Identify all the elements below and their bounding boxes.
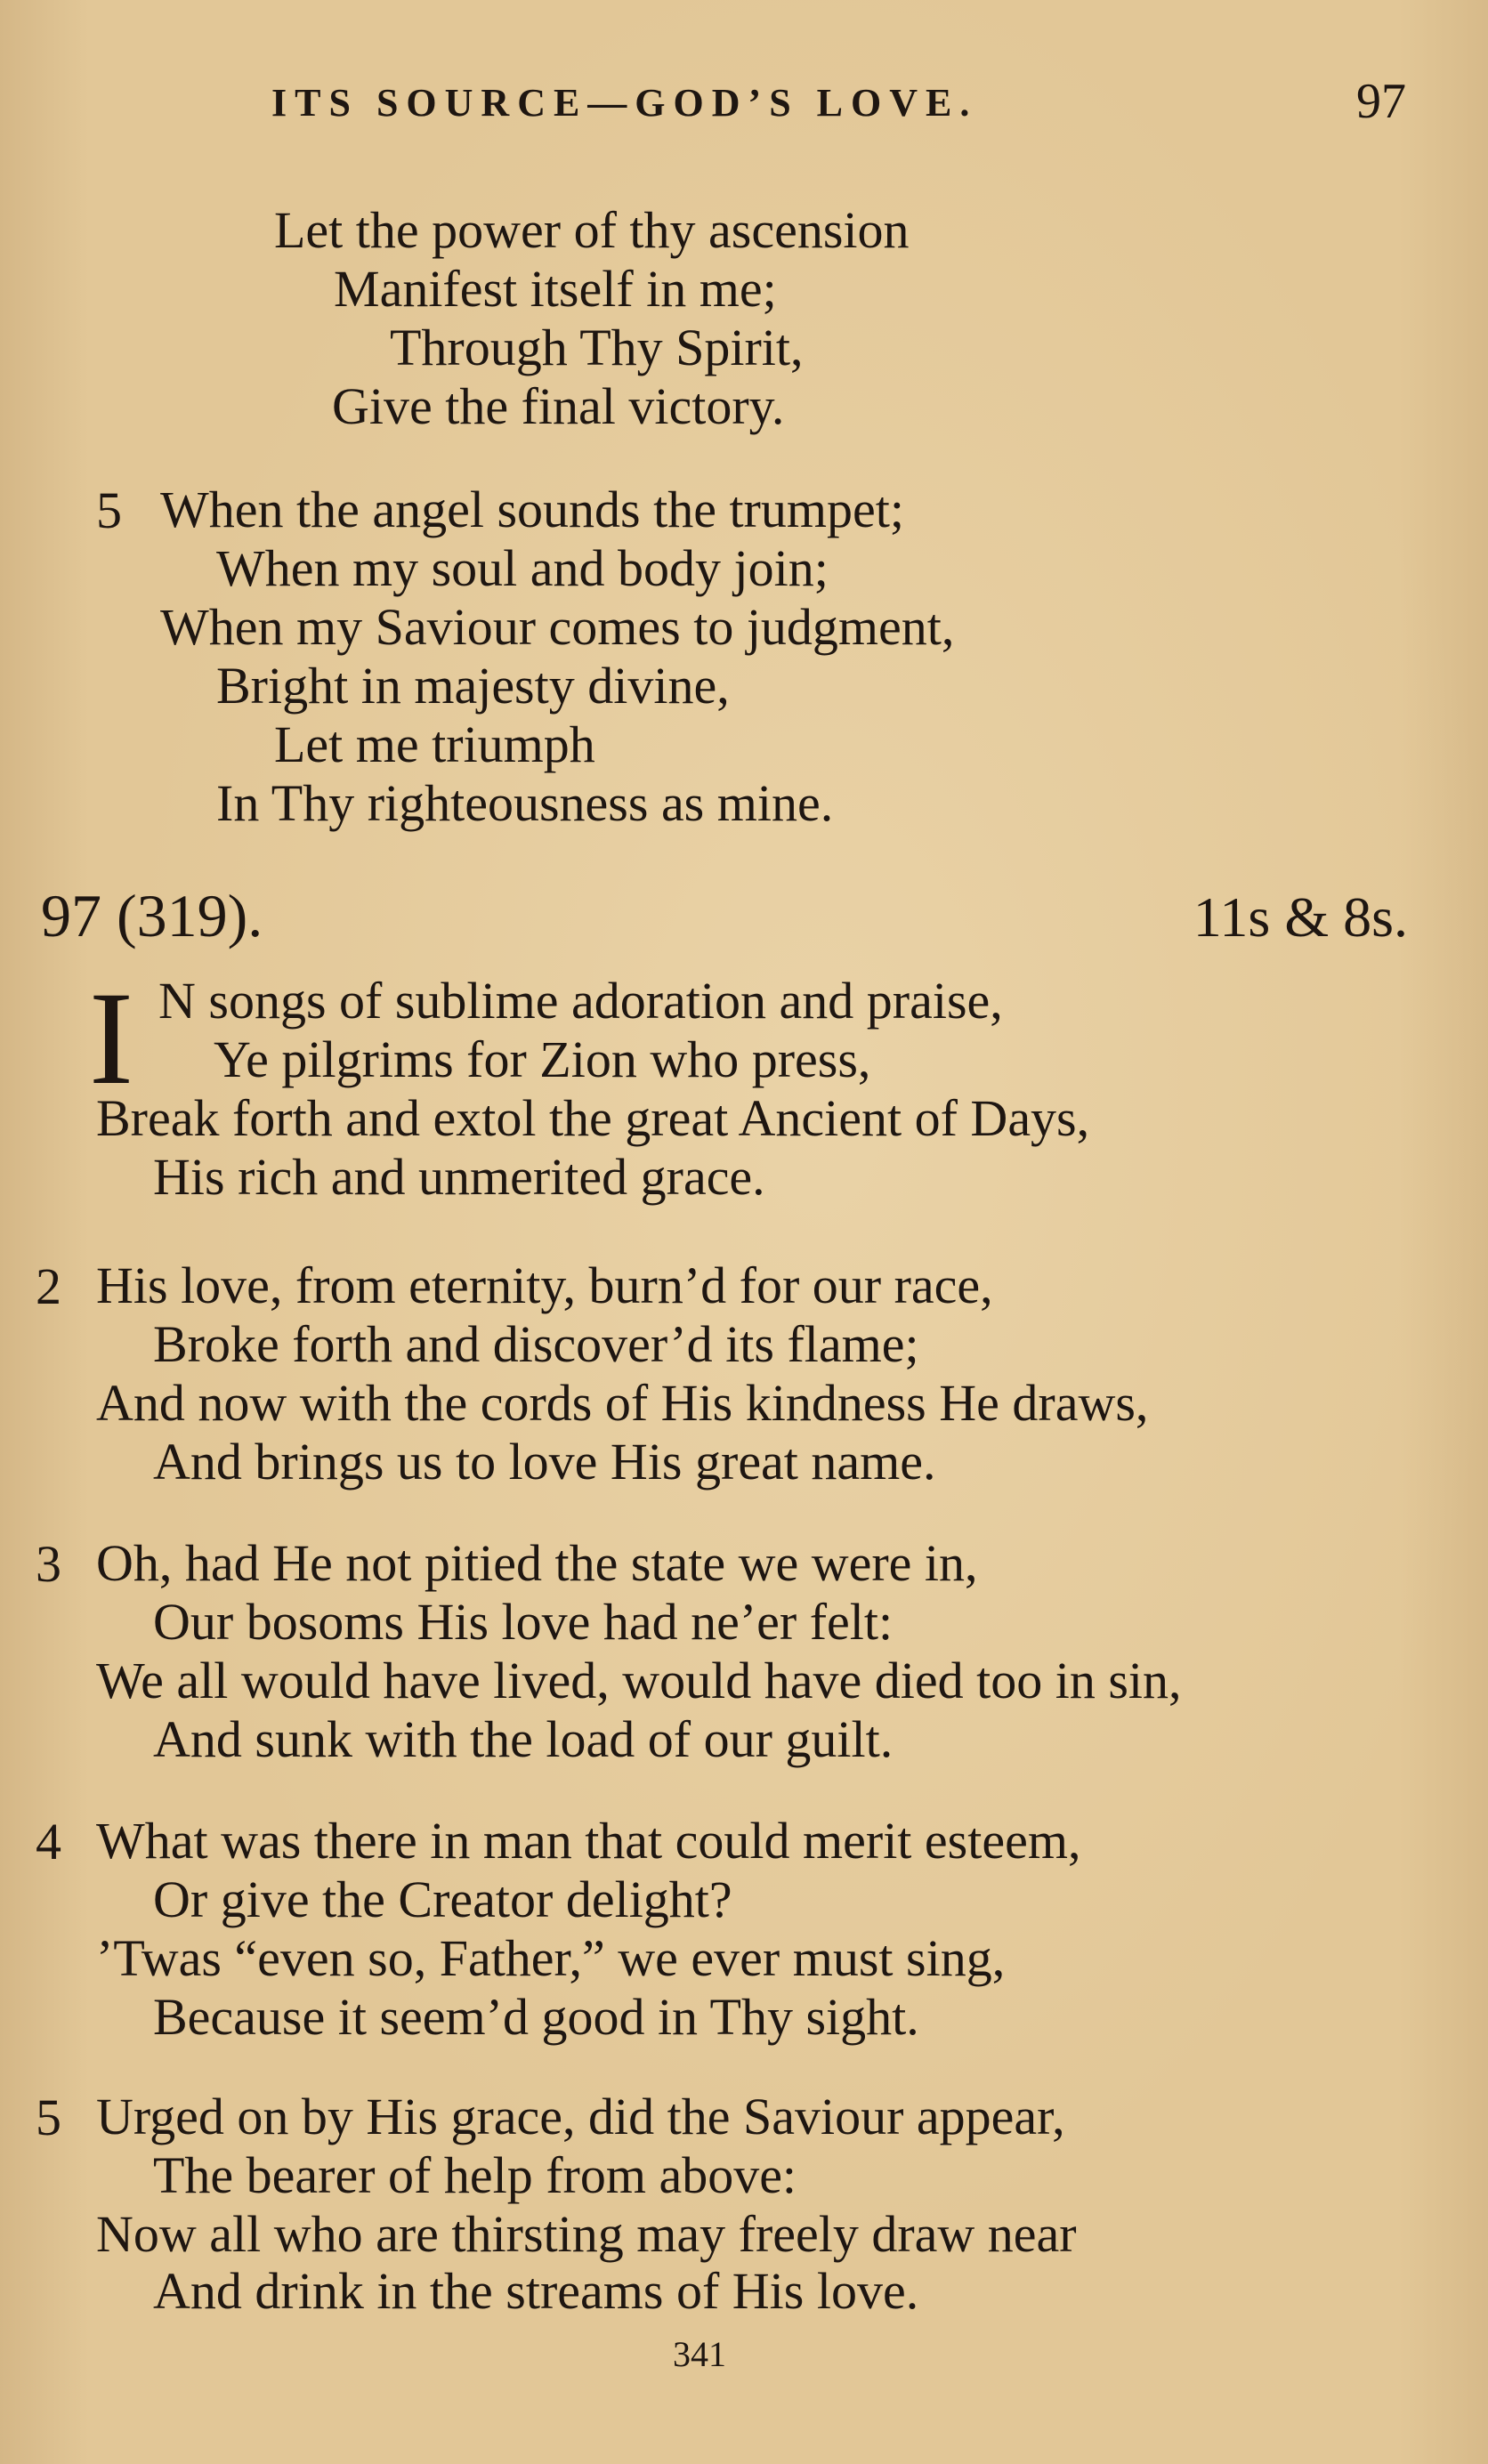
hymn-number-alt: (319). — [117, 882, 263, 949]
hymn-line: When the angel sounds the trumpet; — [160, 481, 904, 538]
hymn-line: His love, from eternity, burn’d for our race, — [96, 1256, 993, 1314]
hymn-line: N songs of sublime adoration and praise, — [158, 972, 1003, 1030]
hymn-number — [41, 881, 263, 951]
hymn-line: When my Saviour comes to judgment, — [160, 598, 955, 656]
hymn-line: Because it seem’d good in Thy sight. — [153, 1988, 919, 2046]
hymn-number-main: 97 — [41, 882, 101, 949]
hymn-line: Let me triumph — [274, 715, 595, 773]
hymn-line: And now with the cords of His kindness He draws, — [96, 1374, 1149, 1432]
hymn-line: And brings us to love His great name. — [153, 1433, 936, 1491]
hymn-line: And sunk with the load of our guilt. — [153, 1710, 894, 1768]
stanza-number: 5 — [96, 481, 122, 539]
hymn-line: Broke forth and discover’d its flame; — [153, 1315, 919, 1373]
running-title: ITS SOURCE—GOD’S LOVE. — [271, 81, 978, 125]
hymn-line: Manifest itself in me; — [334, 260, 777, 318]
hymn-line: When my soul and body join; — [216, 539, 829, 597]
signature-number: 341 — [673, 2334, 726, 2374]
hymn-line: Ye pilgrims for Zion who press, — [214, 1030, 871, 1088]
hymn-line: And drink in the streams of His love. — [153, 2262, 919, 2320]
hymn-line: Let the power of thy ascension — [274, 201, 910, 259]
hymn-line: The bearer of help from above: — [153, 2146, 797, 2204]
hymn-line: Now all who are thirsting may freely draw near — [96, 2205, 1077, 2263]
stanza-number: 5 — [36, 2088, 61, 2146]
stanza-number: 2 — [36, 1257, 61, 1315]
page-number: 97 — [1356, 74, 1406, 129]
hymn-line: Urged on by His grace, did the Saviour appear, — [96, 2088, 1065, 2145]
hymn-line: Through Thy Spirit, — [390, 319, 804, 376]
hymn-line: What was there in man that could merit esteem, — [96, 1812, 1081, 1870]
hymn-line: In Thy righteousness as mine. — [216, 774, 834, 832]
hymn-line: We all would have lived, would have died too in sin, — [96, 1652, 1182, 1709]
hymn-line: Break forth and extol the great Ancient of Days, — [96, 1089, 1090, 1147]
hymn-line: Give the final victory. — [332, 377, 785, 435]
hymn-line: Bright in majesty divine, — [216, 657, 730, 715]
hymn-line: ’Twas “even so, Father,” we ever must sing, — [96, 1929, 1006, 1987]
hymn-line: His rich and unmerited grace. — [153, 1148, 765, 1206]
hymn-line: Our bosoms His love had ne’er felt: — [153, 1593, 894, 1651]
stanza-number: 4 — [36, 1813, 61, 1870]
hymn-line: Oh, had He not pitied the state we were in, — [96, 1534, 978, 1592]
hymn-line: Or give the Creator delight? — [153, 1870, 732, 1928]
drop-cap: I — [89, 965, 133, 1112]
stanza-number: 3 — [36, 1535, 61, 1593]
hymn-meter: 11s & 8s. — [1193, 885, 1408, 949]
